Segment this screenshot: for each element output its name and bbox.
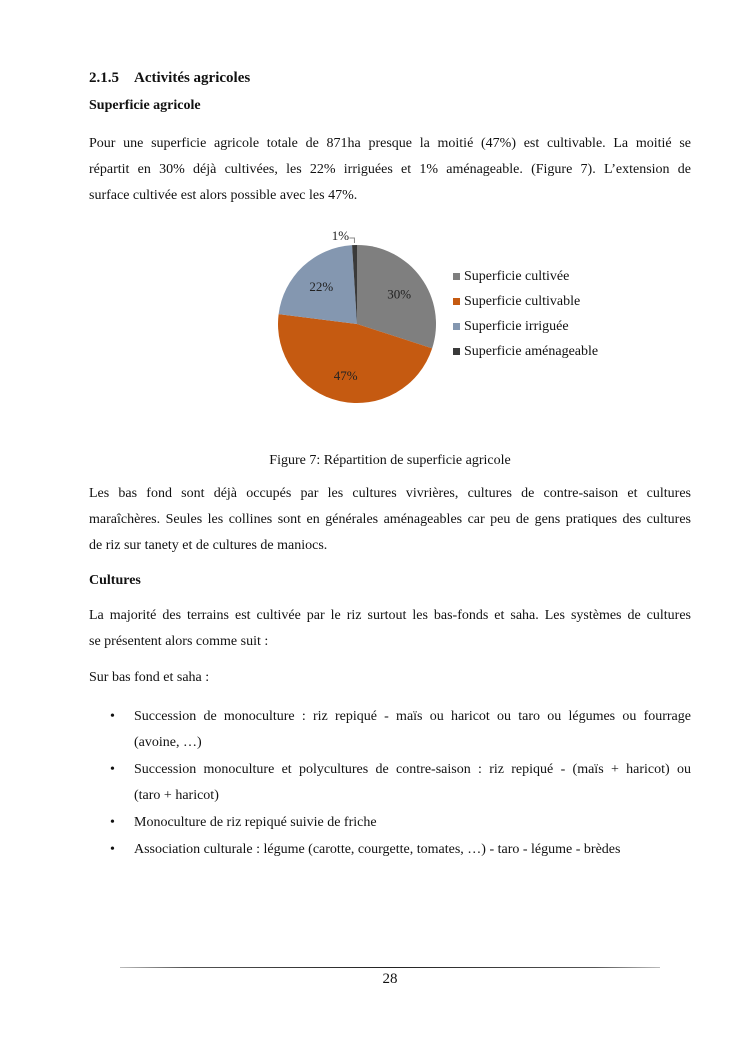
legend-label: Superficie cultivable bbox=[464, 294, 581, 309]
figure-caption: Figure 7: Répartition de superficie agricole bbox=[269, 453, 511, 468]
bullet-icon: • bbox=[110, 842, 115, 857]
list-item bbox=[89, 810, 691, 836]
list-item-line: (avoine, …) bbox=[134, 735, 202, 750]
pie-chart-figure bbox=[267, 230, 627, 420]
legend-swatch bbox=[453, 348, 460, 355]
section-title: Activités agricoles bbox=[134, 70, 251, 86]
legend-swatch bbox=[453, 298, 460, 305]
paragraph-bas-fond bbox=[89, 481, 691, 559]
section-number: 2.1.5 bbox=[89, 70, 119, 86]
paragraph-line: Pour une superficie agricole totale de 871ha presque la moitié (47%) est cultivable. La moitié se bbox=[89, 136, 691, 151]
paragraph-line: surface cultivée est alors possible avec les 47%. bbox=[89, 188, 358, 203]
pie-slice-label: 47% bbox=[333, 367, 358, 383]
list-item-line: Succession monoculture et polycultures de contre-saison : riz repiqué - (maïs + haricot) ou bbox=[134, 762, 691, 777]
page-number: 28 bbox=[382, 971, 398, 987]
legend-item bbox=[453, 314, 598, 339]
paragraph-superficie bbox=[89, 131, 691, 209]
list-item bbox=[89, 704, 691, 756]
list-item-line: Succession de monoculture : riz repiqué - maïs ou haricot ou taro ou légumes ou fourrage bbox=[134, 709, 691, 724]
paragraph-line: Sur bas fond et saha : bbox=[89, 670, 210, 685]
list-item-line: (taro + haricot) bbox=[134, 788, 219, 803]
legend-item bbox=[453, 339, 598, 364]
pie-slice-label: 30% bbox=[387, 286, 412, 302]
bullet-icon: • bbox=[110, 762, 115, 777]
bullet-list bbox=[89, 704, 691, 864]
legend-label: Superficie cultivée bbox=[464, 269, 570, 284]
paragraph-sur-bas-fond bbox=[89, 665, 691, 691]
list-item bbox=[89, 757, 691, 809]
footer-divider bbox=[120, 967, 660, 968]
legend-swatch bbox=[453, 273, 460, 280]
paragraph-line: de riz sur tanety et de cultures de maniocs. bbox=[89, 538, 328, 553]
paragraph-line: La majorité des terrains est cultivée par le riz surtout les bas-fonds et saha. Les systèmes de cultures bbox=[89, 608, 691, 623]
pie-chart bbox=[267, 230, 447, 420]
paragraph-line: répartit en 30% déjà cultivées, les 22% irriguées et 1% aménageable. (Figure 7). L’extension de bbox=[89, 162, 691, 177]
paragraph-line: se présentent alors comme suit : bbox=[89, 634, 269, 649]
bullet-icon: • bbox=[110, 815, 115, 830]
subheading-superficie: Superficie agricole bbox=[89, 98, 201, 113]
pie-slice-label: 22% bbox=[309, 278, 334, 294]
legend-label: Superficie aménageable bbox=[464, 344, 599, 359]
list-item-line: Monoculture de riz repiqué suivie de friche bbox=[134, 815, 377, 830]
paragraph-line: maraîchères. Seules les collines sont en générales aménageables car peu de gens pratiques des cultures bbox=[89, 512, 691, 527]
subheading-cultures: Cultures bbox=[89, 573, 141, 588]
list-item bbox=[89, 837, 691, 863]
section-heading bbox=[89, 70, 250, 87]
legend-item bbox=[453, 264, 598, 289]
leader-line bbox=[349, 238, 354, 243]
chart-legend bbox=[453, 264, 598, 364]
bullet-icon: • bbox=[110, 709, 115, 724]
paragraph-line: Les bas fond sont déjà occupés par les cultures vivrières, cultures de contre-saison et cultures bbox=[89, 486, 691, 501]
legend-swatch bbox=[453, 323, 460, 330]
list-item-line: Association culturale : légume (carotte, courgette, tomates, …) - taro - légume - brèdes bbox=[134, 842, 621, 857]
paragraph-cultures bbox=[89, 603, 691, 655]
legend-item bbox=[453, 289, 598, 314]
legend-label: Superficie irriguée bbox=[464, 319, 569, 334]
pie-slice-label: 1% bbox=[331, 230, 350, 244]
